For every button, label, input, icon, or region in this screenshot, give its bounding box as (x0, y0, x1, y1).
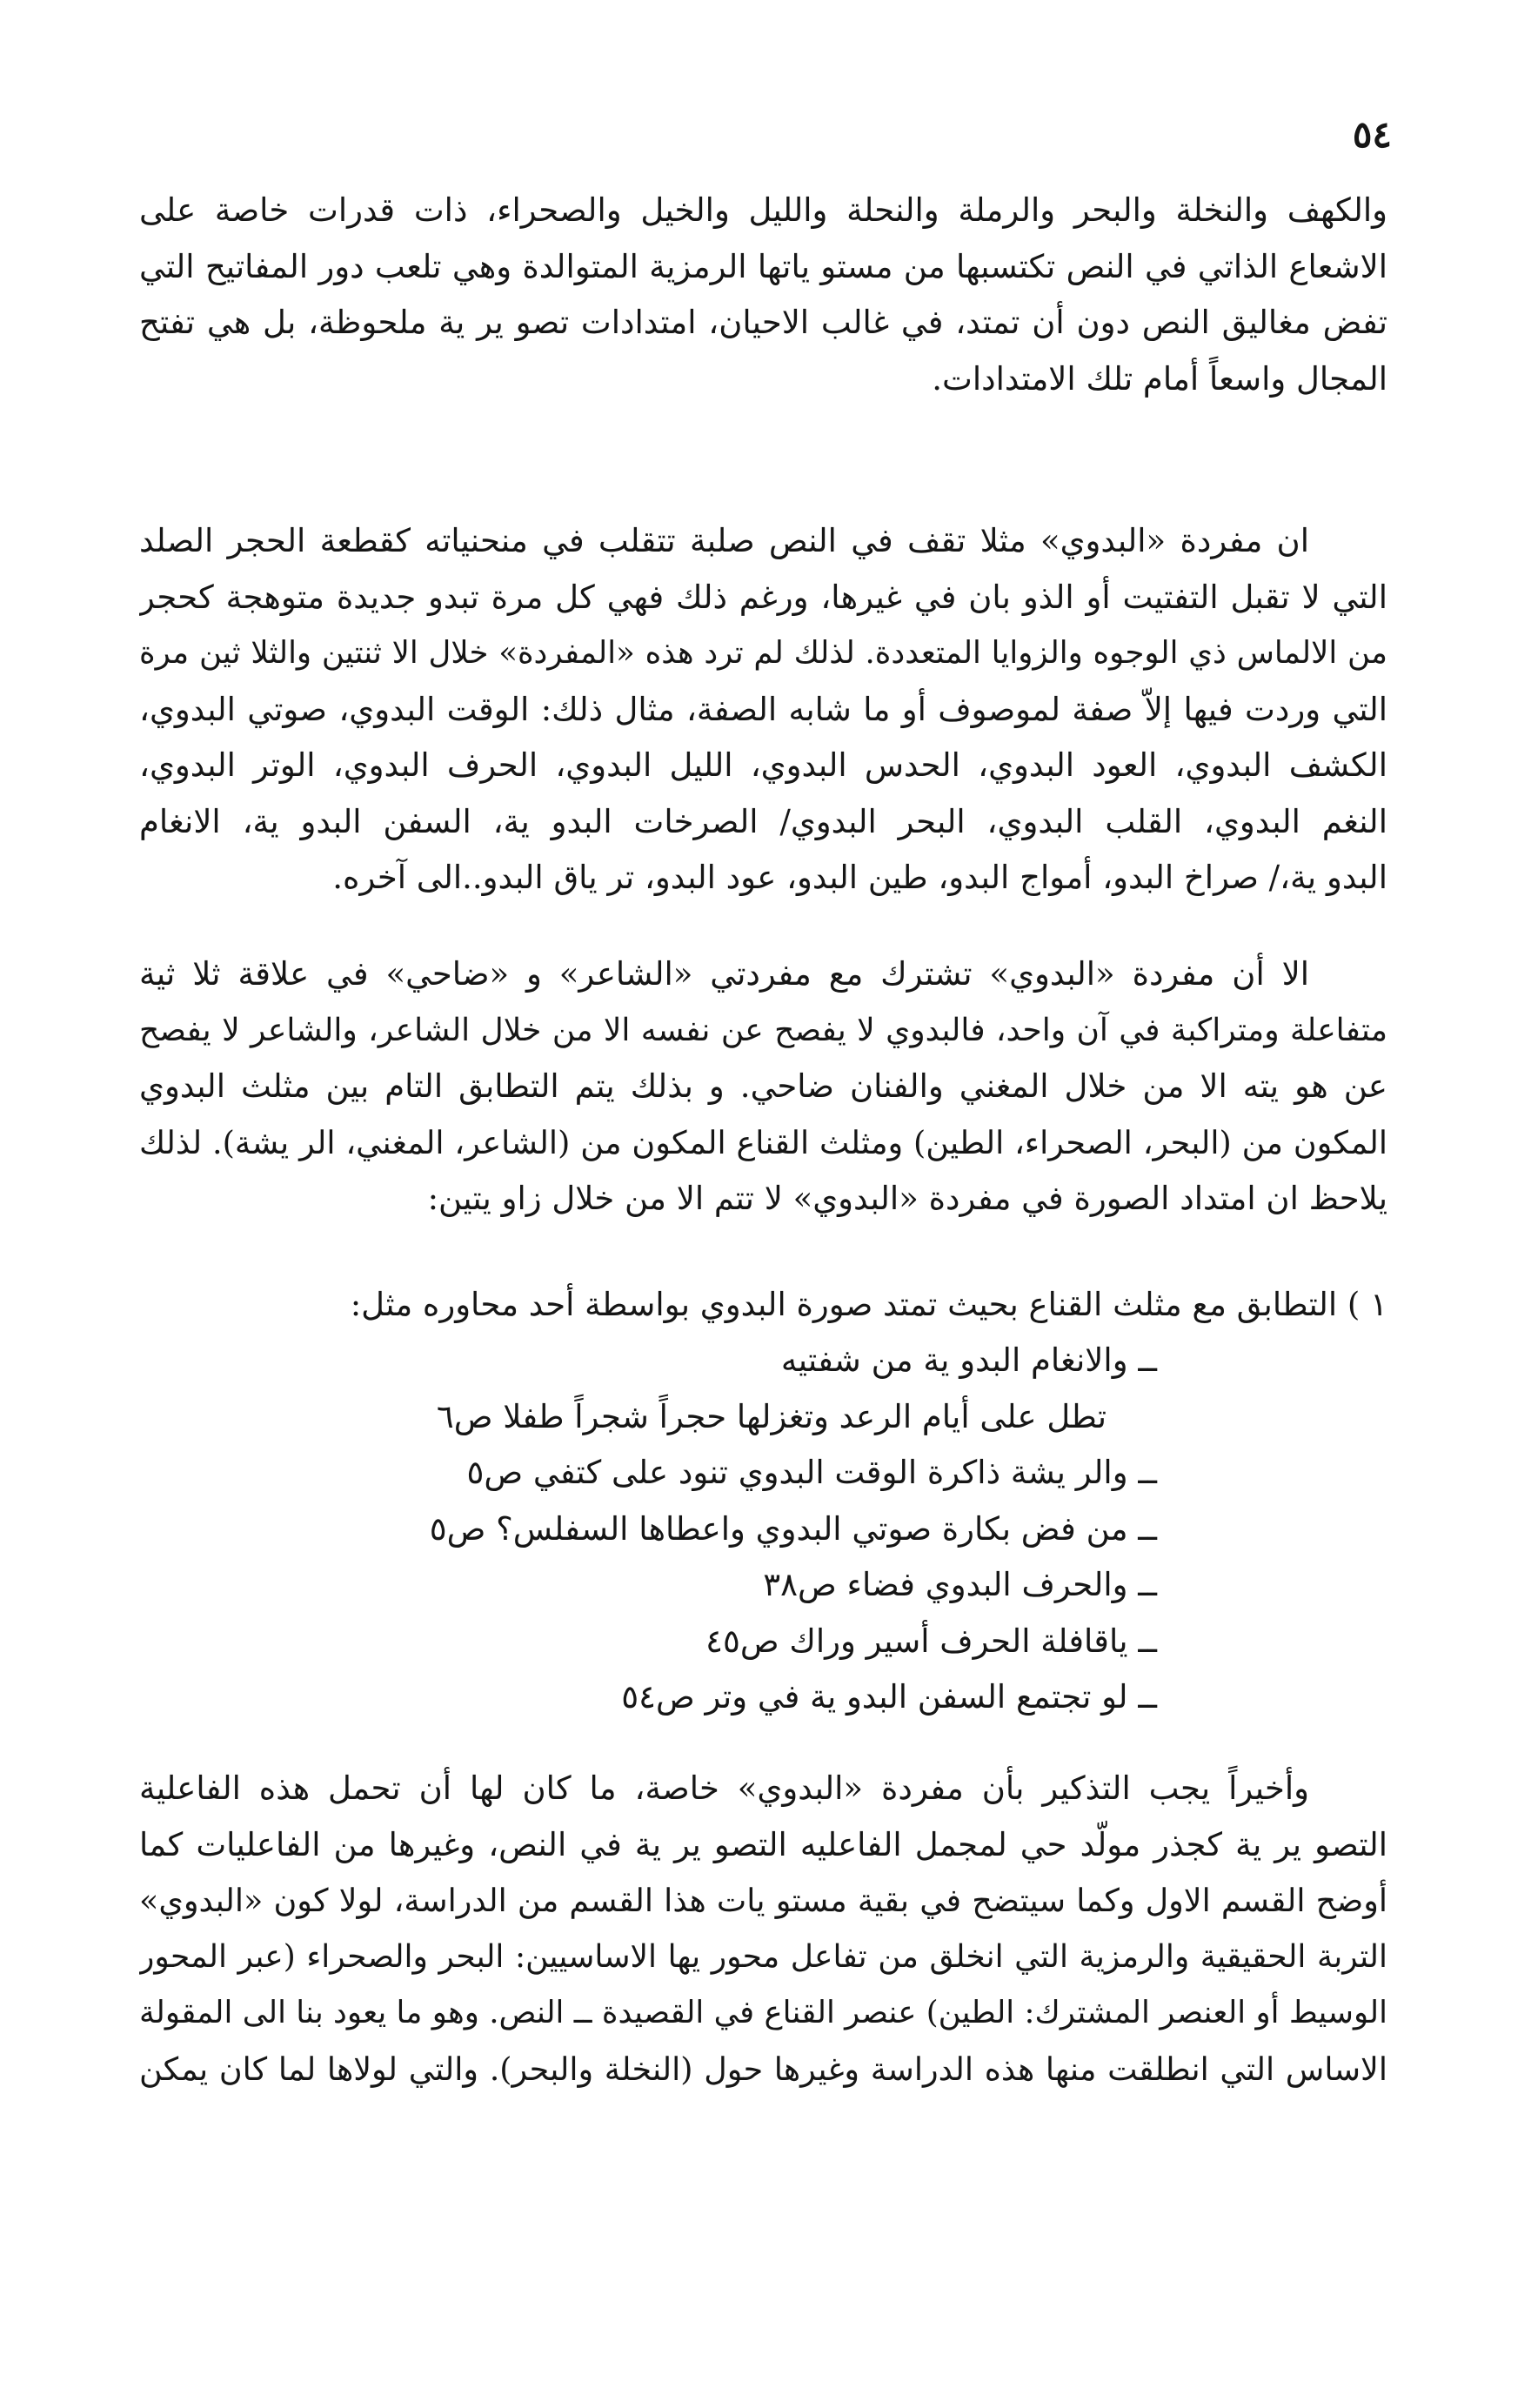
text-line: الاشعاع الذاتي في النص تكتسبها من مستو ياتها الرمزية المتوالدة وهي تلعب دور المفاتيح التي (139, 247, 1387, 285)
text-line: من الالماس ذي الوجوه والزوايا المتعددة. لذلك لم ترد هذه «المفردة» خلال الا ثنتين والثلا ثين مرة (139, 635, 1387, 671)
text-line: أوضح القسم الاول وكما سيتضح في بقية مستو يات هذا القسم من الدراسة، لولا كون «البدوي» (139, 1882, 1387, 1919)
quote-line: ــ من فض بكارة صوتي البدوي واعطاها السفلس؟ ص٥ (429, 1509, 1157, 1548)
quote-line: ــ لو تجتمع السفن البدو ية في وتر ص٥٤ (621, 1678, 1157, 1716)
quote-line: ــ والر يشة ذاكرة الوقت البدوي تنود على كتفي ص٥ (466, 1454, 1157, 1491)
text-line: التصو ير ية كجذر مولّد حي لمجمل الفاعليه التصو ير ية في النص، وغيرها من الفاعليات كما (139, 1825, 1387, 1863)
text-line: التربة الحقيقية والرمزية التي انخلق من تفاعل محور يها الاساسيين: البحر والصحراء (عبر المحور (139, 1938, 1387, 1975)
text-line: الاساس التي انطلقت منها هذه الدراسة وغيرها حول (النخلة والبحر). والتي لولاها لما كان يمكن (139, 2050, 1387, 2088)
text-line: متفاعلة ومتراكبة في آن واحد، فالبدوي لا يفصح عن نفسه الا من خلال الشاعر، والشاعر لا يفصح (139, 1012, 1387, 1048)
text-line: النغم البدوي، القلب البدوي، البحر البدوي/ الصرخات البدو ية، السفن البدو ية، الانغام (139, 802, 1387, 840)
paragraph-bedouin-word (139, 513, 1387, 906)
text-line: التي وردت فيها إلاّ صفة لموصوف أو ما شابه الصفة، مثال ذلك: الوقت البدوي، صوتي البدوي، (139, 690, 1387, 728)
text-line: والكهف والنخلة والبحر والرملة والنحلة والليل والخيل والصحراء، ذات قدرات خاصة على (139, 191, 1387, 229)
text-line: تفض مغاليق النص دون أن تمتد، في غالب الاحيان، امتدادات تصو ير ية ملحوظة، بل هي تفتح (139, 304, 1387, 341)
text-line: الوسيط أو العنصر المشترك: الطين) عنصر القناع في القصيدة ــ النص. وهو ما يعود بنا الى المقولة (139, 1995, 1387, 2030)
text-line: التي لا تقبل التفتيت أو الذو بان في غيرها، ورغم ذلك فهي كل مرة تبدو جديدة متوهجة كحجر (139, 578, 1387, 616)
text-line: وأخيراً يجب التذكير بأن مفردة «البدوي» خاصة، ما كان لها أن تحمل هذه الفاعلية (139, 1769, 1309, 1807)
paragraph-intro (139, 183, 1387, 407)
quote-line: تطل على أيام الرعد وتغزلها حجراً شجراً طفلا ص٦ (436, 1397, 1106, 1435)
text-line: عن هو يته الا من خلال المغني والفنان ضاحي. و بذلك يتم التطابق التام بين مثلث البدوي (139, 1067, 1387, 1105)
quote-line: ــ والحرف البدوي فضاء ص٣٨ (763, 1566, 1157, 1603)
paragraph-conclusion (139, 1761, 1387, 2097)
text-line: ان مفردة «البدوي» مثلا تقف في النص صلبة تتقلب في منحنياته كقطعة الحجر الصلد (139, 522, 1309, 559)
paragraph-triangle (139, 946, 1387, 1227)
list-heading: ١ ) التطابق مع مثلث القناع بحيث تمتد صورة البدوي بواسطة أحد محاوره مثل: (350, 1286, 1387, 1323)
text-line: البدو ية،/ صراخ البدو، أمواج البدو، طين البدو، عود البدو، تر ياق البدو..الى آخره. (332, 859, 1387, 896)
quote-line: ــ ياقافلة الحرف أسير وراك ص٤٥ (705, 1622, 1157, 1660)
text-line: المجال واسعاً أمام تلك الامتدادات. (932, 359, 1387, 398)
quote-list (430, 1333, 1157, 1726)
text-line: المكون من (البحر، الصحراء، الطين) ومثلث القناع المكون من (الشاعر، المغني، الر يشة). لذلك (139, 1123, 1387, 1161)
text-line: الا أن مفردة «البدوي» تشترك مع مفردتي «الشاعر» و «ضاحي» في علاقة ثلا ثية (139, 955, 1309, 993)
text-line: الكشف البدوي، العود البدوي، الحدس البدوي، الليل البدوي، الحرف البدوي، الوتر البدوي، (139, 746, 1387, 784)
page-number: ٥٤ (1352, 113, 1392, 156)
quote-line: ــ والانغام البدو ية من شفتيه (780, 1341, 1157, 1379)
text-line: يلاحظ ان امتداد الصورة في مفردة «البدوي» لا تتم الا من خلال زاو يتين: (427, 1180, 1387, 1217)
